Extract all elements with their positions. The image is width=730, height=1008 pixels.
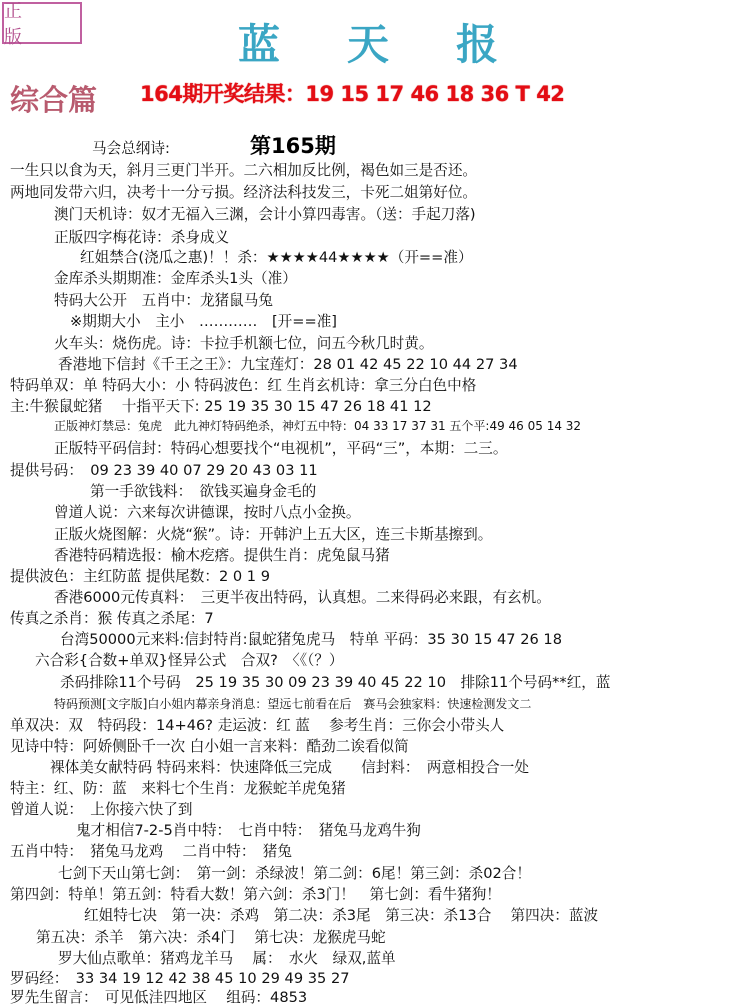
text-line-03: 两地同发带六归，决考十一分亏损。经济法科技发三，卡死二姐第好位。: [10, 184, 478, 201]
text-line-27: 特码预测[文字版]白小姐内幕亲身消息：望远七前看在后 赛马会独家料：快速检测发文二: [54, 697, 532, 711]
text-line-34: 五肖中特： 猪兔马龙鸡 二肖中特： 猪兔: [10, 843, 292, 860]
text-line-38: 第五决：杀羊 第六决：杀4门 第七决：龙猴虎马蛇: [36, 929, 386, 946]
text-line-10: 火车头：烧伤虎。诗：卡拉手机额七位，问五今秋几时黄。: [54, 335, 434, 352]
text-line-01: 马会总纲诗:: [92, 140, 170, 157]
text-line-11: 香港地下信封《千王之王》：九宝莲灯：28 01 42 45 22 10 44 27 34: [58, 356, 518, 373]
text-line-22: 香港6000元传真料： 三更半夜出特码，认真想。二来得码必来跟，有玄机。: [54, 589, 551, 606]
text-line-20: 香港特码精选报：榆木疙瘩。提供生肖：虎兔鼠马猪: [54, 547, 390, 564]
title-char-2: 天: [346, 20, 389, 69]
draw-result-numbers: 19 15 17 46 18 36 T 42: [305, 82, 565, 106]
text-line-40: 罗码经： 33 34 19 12 42 38 45 10 29 49 35 27: [10, 970, 350, 987]
text-line-32: 曾道人说： 上你接六快了到: [10, 801, 193, 818]
text-line-18: 曾道人说：六来每次讲德课，按时八点小金换。: [54, 504, 361, 521]
draw-result-label: 164期开奖结果：: [140, 82, 306, 106]
text-line-04: 澳门天机诗：奴才无福入三渊，会计小算四毒害。（送：手起刀落): [54, 206, 476, 223]
issue-number: 第165期: [250, 134, 336, 158]
text-line-02: 一生只以食为天，斜月三更门半开。二六相加反比例，褐色如三是否还。: [10, 162, 478, 179]
genuine-stamp: 正 版: [2, 2, 82, 44]
text-line-24: 台湾50000元来料:信封特肖:鼠蛇猪兔虎马 特单 平码：35 30 15 47 26 18: [60, 631, 562, 648]
text-line-31: 特主：红、防：蓝 来料七个生肖：龙猴蛇羊虎兔猪: [10, 780, 346, 797]
title-char-1: 蓝: [238, 20, 281, 69]
newspaper-title: [238, 12, 498, 72]
text-line-29: 见诗中特：阿娇侧卧千一次 白小姐一言来料：酷劲二诶看似简: [10, 738, 409, 755]
text-line-07: 金库杀头期期准：金库杀头1头（准）: [54, 270, 297, 287]
section-heading: 综合篇: [10, 83, 98, 117]
text-line-39: 罗大仙点歌单：猪鸡龙羊马 属： 水火 绿双,蓝单: [58, 950, 396, 967]
text-line-15: 正版特平码信封：特码心想要找个“电视机”，平码“三”，本期：二三。: [54, 440, 508, 457]
text-line-35: 七剑下天山第七剑： 第一剑：杀绿波！第二剑：6尾！第三剑：杀02合！: [58, 865, 531, 882]
text-line-09: ※期期大小 主小 ………… [开==准]: [70, 313, 337, 330]
text-line-26: 杀码排除11个号码 25 19 35 30 09 23 39 40 45 22 10 排除11个号码**红，蓝: [60, 674, 611, 691]
draw-result-banner: [140, 78, 580, 106]
text-line-13: 主:牛猴鼠蛇猪 十指平天下: 25 19 35 30 15 47 26 18 41 12: [10, 398, 432, 415]
text-line-16: 提供号码： 09 23 39 40 07 29 20 43 03 11: [10, 462, 318, 479]
text-line-25: 六合彩{合数+单双}怪异公式 合双? 〈《（？）: [35, 652, 344, 669]
text-line-19: 正版火烧图解：火烧“猴”。诗：开韩沪上五大区，连三卡斯基擦到。: [54, 526, 493, 543]
text-line-28: 单双决：双 特码段：14+46? 走运波：红 蓝 参考生肖：三你会小带头人: [10, 717, 505, 734]
text-line-33: 鬼才相信7-2-5肖中特： 七肖中特： 猪兔马龙鸡牛狗: [76, 822, 421, 839]
text-line-05: 正版四字梅花诗：杀身成义: [54, 229, 230, 246]
title-char-3: 报: [455, 20, 498, 69]
text-line-36: 第四剑：特单！第五剑：特看大数！第六剑：杀3门！ 第七剑：看牛猪狗！: [10, 886, 501, 903]
text-line-06: 红姐禁合(浇瓜之惠)！！杀：★★★★44★★★★（开==准）: [80, 249, 473, 266]
text-line-12: 特码单双：单 特码大小：小 特码波色：红 生肖玄机诗：拿三分白色中格: [10, 377, 477, 394]
text-line-08: 特码大公开 五肖中：龙猪鼠马兔: [54, 292, 273, 309]
text-line-17: 第一手欲钱料： 欲钱买遍身金毛的: [90, 483, 317, 500]
text-line-30: 裸体美女献特码 特码来料：快速降低三完成 信封料： 两意相投合一处: [50, 759, 529, 776]
text-line-37: 红姐特七决 第一决：杀鸡 第二决：杀3尾 第三决：杀13合 第四决：蓝波: [84, 907, 599, 924]
text-line-14: 正版神灯禁忌：兔虎 此九神灯特码绝杀，神灯五中特：04 33 17 37 31 五个平:49 46 05 14 32: [54, 419, 582, 433]
text-line-41: 罗先生留言： 可见低洼四地区 组码：4853: [10, 989, 308, 1006]
text-line-21: 提供波色：主红防蓝 提供尾数：2 0 1 9: [10, 568, 271, 585]
text-line-23: 传真之杀肖：猴 传真之杀尾：7: [10, 610, 214, 627]
